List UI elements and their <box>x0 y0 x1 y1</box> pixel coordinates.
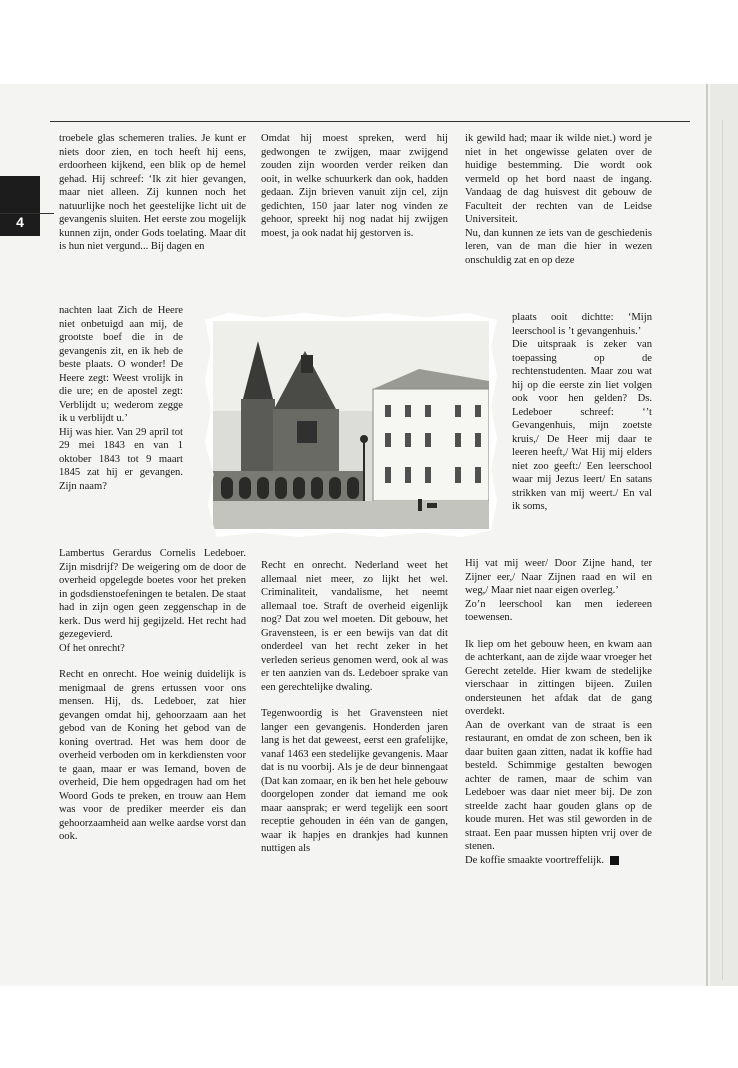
gravensteen-illustration <box>213 321 489 529</box>
page-gutter <box>706 84 708 986</box>
column-2 <box>261 132 448 240</box>
column-1-narrow <box>59 304 183 493</box>
column-1-bottom <box>59 547 246 844</box>
paragraph: Recht en onrecht. Hoe weinig duidelijk is menigmaal de grens ertussen voor ons mensen. Hij, ds. Ledeboer, zat hier gevangen omdat hij, gehoorzaam aan het gebod van de Koning het gebod van de koning overtrad. Het was hem door de overheid verboden om in kerkdiensten voor te gaan, maar er was Iemand, boven de overheid, Die hem opgedragen had om het Woord Gods te preken, en trouw aan Hem was voor de prediker meerder eis dan gehoorzaamheid aan welke aardse vorst dan ook. <box>59 669 246 842</box>
paragraph: Nu, dan kunnen ze iets van de geschiedenis leren, van de man die hier in wezen onschuldig zat en op deze <box>465 227 652 266</box>
paragraph: Die uitspraak is zeker van toepassing op de rechtenstudenten. Maar zou wat hij op die eerste zin liet volgen ook voor hen gelden? Ds. Ledeboer schreef: ‘’t Gevangenhuis, mijn zoetste kruis,/ De Heer mij daar te leeren heeft,/ Wat Hij mij elders niet zoo geeft:/ Een leerschool waar mij Jezus leert/ En satans strikken van mij weert./ En val ik soms, <box>512 339 652 512</box>
paragraph: Aan de overkant van de straat is een restaurant, en omdat de zon scheen, ben ik daar buiten gaan zitten, nadat ik koffie had besteld. Schimmige gestalten bewogen achter de ramen, maar de schim van Ledeboer was daar niet meer bij. De zon streelde zacht haar gouden glans op de koude muren. Het was stil geworden in de straat. Een paar mussen hipten vrij over de stenen. <box>465 719 652 852</box>
paragraph: Of het onrecht? <box>59 642 125 654</box>
paragraph: troebele glas schemeren tralies. Je kunt er niets door zien, en toch heeft hij eens, erdoorheen kijkend, een blik op de hemel gehad. Hij schreef: ‘Ik zit hier gevangen, maar niet alleen. Zij kunnen noch het natuurlijke noch het geestelijke licht uit de gevangenis sluiten. Het eerste zou mogelijk kunnen zijn, onder Gods toelating. Maar dit is hun niet vergund... Bij dagen en <box>59 133 246 252</box>
column-2-bottom <box>261 559 448 856</box>
page-number-tab <box>0 176 40 236</box>
paragraph: Zo’n leerschool kan men iedereen toewensen. <box>465 598 652 623</box>
paragraph: plaats ooit dichtte: ‘Mijn leerschool is ’t gevangenhuis.’ <box>512 312 652 337</box>
column-1 <box>59 132 246 254</box>
page-number: 4 <box>16 214 24 230</box>
paragraph: nachten laat Zich de Heere niet onbetuigd aan mij, de grootste boef die in de gevangenis zit, en ik heb de beste plaats. O wonder! De Heere zegt: Weest vrolijk in die ure; en de apostel zegt: Verblijdt u; wederom zegge ik u verblijdt u.’ <box>59 305 183 424</box>
closing-text: De koffie smaakte voortreffelijk. <box>465 854 605 866</box>
paragraph: Hij was hier. Van 29 april tot 29 mei 1843 en van 1 oktober 1843 tot 9 maart 1845 zat hij er gevangen. Zijn naam? <box>59 426 183 492</box>
tab-rule <box>0 213 54 214</box>
paragraph: Lambertus Gerardus Cornelis Ledeboer. Zijn misdrijf? De weigering om de door de overheid opgelegde boetes voor het preken in godsdienstoefeningen te betalen. De staat had in zijn ogen geen zeggenschap in de kerk. Dus werd hij gegijzeld. Het recht had gezegevierd. <box>59 548 246 640</box>
paragraph: Recht en onrecht. Nederland weet het allemaal niet meer, zo lijkt het wel. Criminaliteit, vandalisme, het neemt allemaal toe. Straft de overheid eigenlijk nog? Dat zou wel moeten. Dit gebouw, het Gravensteen, is er een bewijs van dat dit onderdeel van het recht zeker in het verleden serieus genomen werd, ook al was er ten aanzien van ds. Ledeboer sprake van een gerechtelijke dwaling. <box>261 560 448 693</box>
paragraph: Hij vat mij weer/ Door Zijne hand, ter Zijner eer,/ Naar Zijnen raad en wil en weg,/ Maar niet naar eigen overleg.’ <box>465 558 652 596</box>
paragraph: Omdat hij moest spreken, werd hij gedwongen te zwijgen, maar zwijgend zouden zijn woorden verder reiken dan ooit, in welke schuurkerk dan ook, hadden gedaan. Zijn brieven vanuit zijn cel, zijn gedichten, 150 jaar later nog vinden ze gehoor, spreekt hij nog nadat hij zwijgen moest, ja ook nadat hij gestorven is. <box>261 133 448 239</box>
closing-line <box>465 854 652 868</box>
column-3 <box>465 132 652 267</box>
column-3-bottom <box>465 557 652 867</box>
paragraph: Ik liep om het gebouw heen, en kwam aan de achterkant, aan de zijde waar vroeger het Gerecht zetelde. Hier kwam de stedelijke vierschaar in zittingen bijeen. Zuilen ondersteunen het afdak dat de gang overdekt. <box>465 638 652 717</box>
gravensteen-photo <box>205 313 497 537</box>
next-page-rule <box>722 120 723 980</box>
top-rule <box>50 121 690 122</box>
next-page-edge <box>710 84 738 986</box>
end-mark-icon <box>610 856 619 865</box>
paragraph: Tegenwoordig is het Gravensteen niet langer een gevangenis. Honderden jaren lang is het dat geweest, eerst een grafelijke, vanaf 1463 een stedelijke gevangenis. Maar dat is nu voorbij. Als je de deur binnengaat (Dat kan zomaar, en ik ben het hele gebouw doorgelopen zonder dat iemand me ook maar aansprak; er werd tegelijk een soort receptie gehouden in één van de gangen, waar ik hapjes en drankjes had kunnen nuttigen als <box>261 708 448 854</box>
column-3-narrow <box>512 311 652 514</box>
paragraph: ik gewild had; maar ik wilde niet.) word je niet in het ongewisse gelaten over de huidige bestemming. Die wordt ook vermeld op het bord naast de ingang. Vandaag de dag huisvest dit gebouw de Faculteit der rechten van de Leidse Universiteit. <box>465 133 652 225</box>
